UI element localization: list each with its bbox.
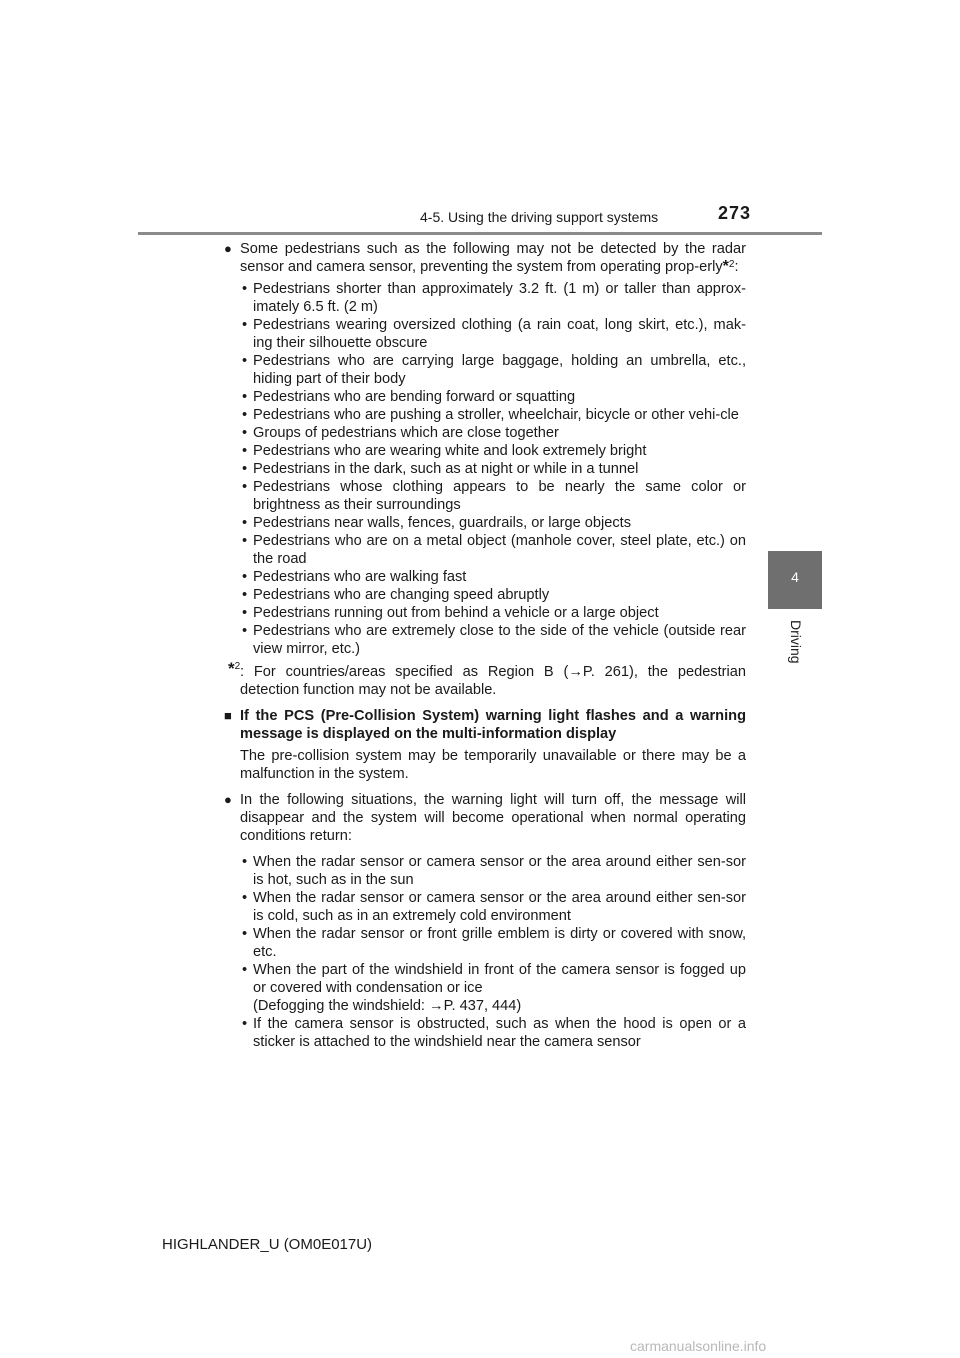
list-item: • If the camera sensor is obstructed, such as when the hood is open or a sticker is attached to the windshield near the camera sensor [242,1016,746,1050]
watermark: carmanualsonline.info [630,1338,767,1354]
situations-bullet [212,791,746,845]
list-item: • Pedestrians who are carrying large baggage, holding an umbrella, etc., hiding part of their body [242,353,746,387]
list-item: • Pedestrians near walls, fences, guardrails, or large objects [242,515,632,531]
list-item: • Pedestrians who are walking fast [242,569,467,585]
footnote-ref: 2 [728,259,735,270]
pcs-warning-heading [212,707,746,743]
situations-bullet-text: In the following situations, the warning light will turn off, the message will disappear and the system will become operational when normal operating conditions return: [240,792,746,844]
footnote-marker: *$^2$ [228,659,241,678]
chapter-tab [768,551,822,609]
pcs-intro: The pre-collision system may be temporarily unavailable or there may be a malfunction in the system. [240,748,746,782]
page-number: 273 [718,203,752,223]
defogging-reference: (Defogging the windshield: →P. 437, 444) [253,998,522,1014]
situation-list [212,853,746,1051]
list-item: • When the radar sensor or camera sensor or the area around either sen-sor is hot, such as in the sun [242,854,746,888]
list-item: • Pedestrians shorter than approximately 3.2 ft. (1 m) or taller than approx-imately 6.5 ft. (2 m) [242,281,746,315]
list-item: • Pedestrians whose clothing appears to be nearly the same color or brightness as their surroundings [242,479,746,513]
list-item: • Pedestrians in the dark, such as at night or while in a tunnel [242,461,639,477]
list-item: • Pedestrians who are wearing white and look extremely bright [242,443,647,459]
list-item: • When the part of the windshield in front of the camera sensor is fogged up or covered with condensation or ice (Defogging the windshield: →P. 437, 444) [242,962,746,1014]
pedestrian-list [212,280,746,658]
list-item: • Pedestrians running out from behind a vehicle or a large object [242,605,659,621]
manual-body [212,240,746,1051]
chapter-number: 4 [791,569,799,585]
pedestrian-bullet [212,240,746,276]
header-divider [138,232,822,235]
circle-bullet-icon: ● [224,792,232,807]
footnote-text: : For countries/areas specified as Region B (→P. 261), the pedestrian detection function may not be available. [240,664,746,698]
list-item: • Pedestrians who are changing speed abruptly [242,587,550,603]
pedestrian-bullet-text: Some pedestrians such as the following may not be detected by the radar sensor and camera sensor, preventing the system from operating prop-erly [240,241,746,275]
chapter-label: Driving [788,620,804,664]
list-item: • Groups of pedestrians which are close together [242,425,559,441]
list-item: • Pedestrians wearing oversized clothing (a rain coat, long skirt, etc.), mak-ing their silhouette obscure [242,317,746,351]
list-item: • Pedestrians who are on a metal object (manhole cover, steel plate, etc.) on the road [242,533,746,567]
list-item: • Pedestrians who are bending forward or squatting [242,389,576,405]
bullet-colon: : [734,259,739,275]
section-title: 4-5. Using the driving support systems [420,209,659,225]
footnote-star: * [722,258,729,275]
list-item: • Pedestrians who are pushing a stroller, wheelchair, bicycle or other vehi-cle [242,407,739,423]
circle-bullet-icon: ● [224,241,232,256]
pcs-heading-text: If the PCS (Pre-Collision System) warning light flashes and a warning message is displayed on the multi-information display [240,708,746,742]
footnote [212,659,746,699]
model-code-footer: HIGHLANDER_U (OM0E017U) [162,1236,373,1253]
list-item: • When the radar sensor or front grille emblem is dirty or covered with snow, etc. [242,926,746,960]
list-item: • Pedestrians who are extremely close to the side of the vehicle (outside rear view mirror, etc.) [242,623,746,657]
list-item: • When the radar sensor or camera sensor or the area around either sen-sor is cold, such as in an extremely cold environment [242,890,746,924]
square-bullet-icon: ■ [224,708,232,723]
